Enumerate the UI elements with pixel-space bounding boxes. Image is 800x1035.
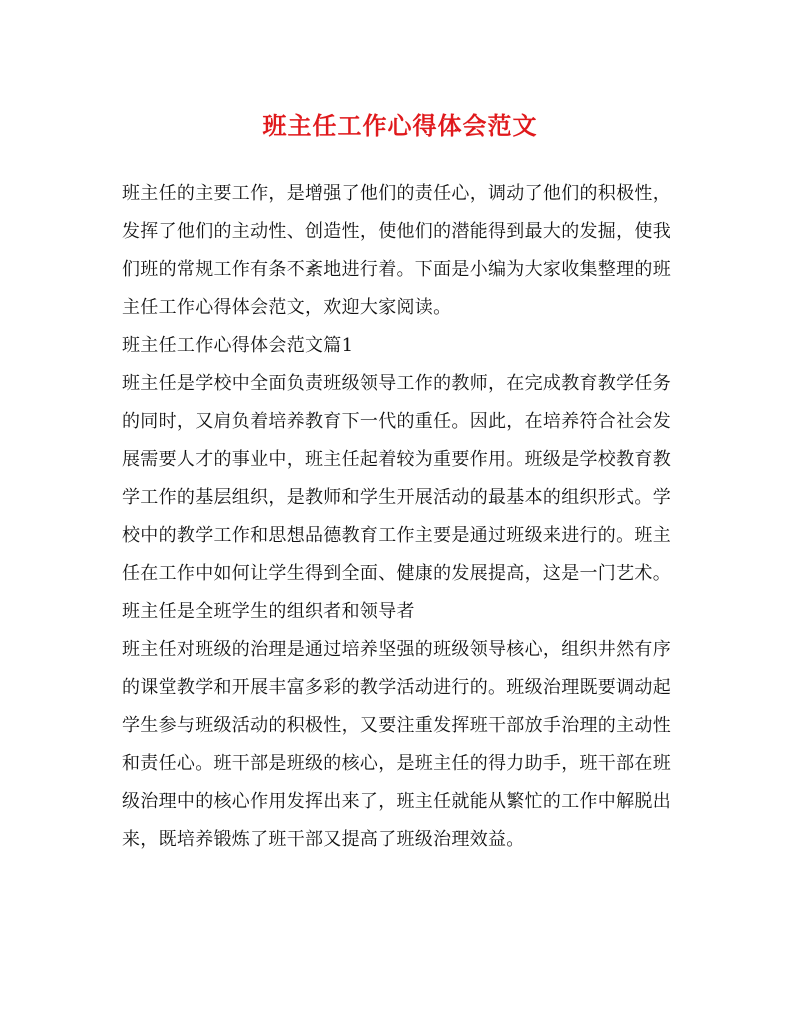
section-heading bbox=[122, 327, 678, 365]
text-line: 任在工作中如何让学生得到全面、健康的发展提高，这是一门艺术。 bbox=[122, 563, 671, 584]
text-line: 班主任对班级的治理是通过培养坚强的班级领导核心，组织井然有序 bbox=[122, 639, 671, 660]
text-line: 的同时，又肩负着培养教育下一代的重任。因此，在培养符合社会发 bbox=[122, 411, 671, 432]
text-line: 们班的常规工作有条不紊地进行着。下面是小编为大家收集整理的班 bbox=[122, 259, 671, 280]
section-heading-text: 班主任工作心得体会范文篇1 bbox=[122, 335, 354, 356]
text-line: 和责任心。班干部是班级的核心，是班主任的得力助手，班干部在班 bbox=[122, 753, 671, 774]
text-line: 发挥了他们的主动性、创造性，使他们的潜能得到最大的发掘，使我 bbox=[122, 221, 671, 242]
text-line: 班主任的主要工作，是增强了他们的责任心，调动了他们的积极性， bbox=[122, 183, 671, 204]
text-line: 校中的教学工作和思想品德教育工作主要是通过班级来进行的。班主 bbox=[122, 525, 671, 546]
intro-paragraph bbox=[122, 175, 678, 327]
paragraph-2 bbox=[122, 631, 678, 859]
subheading bbox=[122, 593, 678, 631]
text-line: 主任工作心得体会范文，欢迎大家阅读。 bbox=[122, 297, 452, 318]
subheading-text: 班主任是全班学生的组织者和领导者 bbox=[122, 601, 415, 622]
text-line: 来，既培养锻炼了班干部又提高了班级治理效益。 bbox=[122, 829, 525, 850]
document-title: 班主任工作心得体会范文 bbox=[262, 111, 538, 140]
text-line: 班主任是学校中全面负责班级领导工作的教师，在完成教育教学任务 bbox=[122, 373, 671, 394]
text-line: 学工作的基层组织，是教师和学生开展活动的最基本的组织形式。学 bbox=[122, 487, 671, 508]
text-line: 展需要人才的事业中，班主任起着较为重要作用。班级是学校教育教 bbox=[122, 449, 671, 470]
document-body bbox=[122, 175, 678, 859]
paragraph-1 bbox=[122, 365, 678, 593]
text-line: 的课堂教学和开展丰富多彩的教学活动进行的。班级治理既要调动起 bbox=[122, 677, 671, 698]
text-line: 学生参与班级活动的积极性，又要注重发挥班干部放手治理的主动性 bbox=[122, 715, 671, 736]
text-line: 级治理中的核心作用发挥出来了，班主任就能从繁忙的工作中解脱出 bbox=[122, 791, 671, 812]
